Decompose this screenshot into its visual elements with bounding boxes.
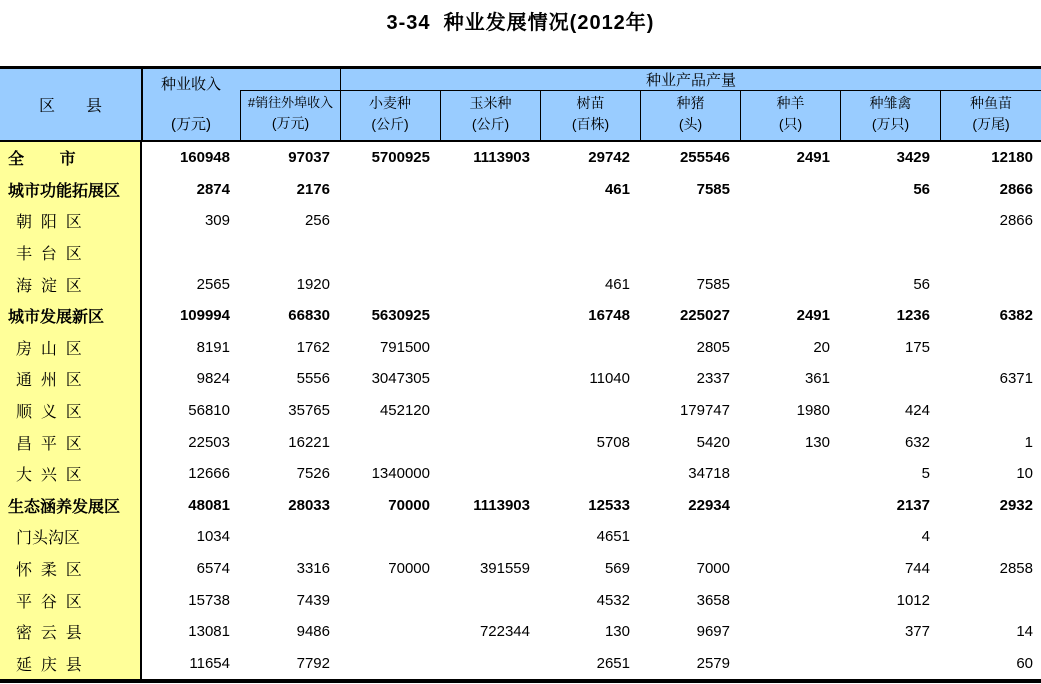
header-output-col-unit: (只) (778, 116, 803, 132)
table-body (0, 142, 1041, 683)
header-seed-income: 种业收入 (160, 76, 221, 93)
cell-value (640, 521, 740, 553)
table-row (0, 553, 1041, 585)
cell-value: 160948 (179, 149, 230, 167)
cell-value: 7585 (696, 275, 730, 293)
cell-value: 3658 (696, 591, 730, 609)
cell-value: 1762 (296, 338, 330, 356)
row-label: 房 山 区 (0, 332, 142, 364)
cell-value: 35765 (288, 401, 330, 419)
cell-value (740, 489, 840, 521)
header-output-col (840, 90, 940, 140)
cell-value: 1034 (196, 528, 230, 546)
row-label: 平 谷 区 (0, 584, 142, 616)
cell-value: 109994 (179, 307, 230, 325)
cell-value: 225027 (679, 307, 730, 325)
cell-value (340, 174, 440, 206)
cell-value: 16221 (288, 433, 330, 451)
header-output-col-label: 种羊 (776, 95, 805, 111)
header-output-col (540, 90, 640, 140)
cell-value: 2651 (596, 654, 630, 672)
cell-value (840, 205, 940, 237)
table-row (0, 268, 1041, 300)
cell-value: 4 (921, 528, 930, 546)
cell-value (840, 237, 940, 269)
table-row (0, 616, 1041, 648)
header-output-col-unit: (头) (678, 116, 703, 132)
cell-value (340, 521, 440, 553)
row-label: 丰 台 区 (0, 237, 142, 269)
cell-value: 2874 (196, 180, 230, 198)
cell-value: 744 (904, 559, 930, 577)
cell-value: 1113903 (473, 149, 530, 167)
header-output-col-label: 种雏禽 (869, 95, 912, 111)
column-divider (340, 69, 341, 140)
cell-value: 2866 (999, 212, 1033, 230)
cell-value: 2176 (296, 180, 330, 198)
cell-value (340, 647, 440, 679)
cell-value: 2579 (696, 654, 730, 672)
cell-value: 6382 (999, 307, 1033, 325)
header-output-col-label: 玉米种 (469, 95, 512, 111)
cell-value: 175 (904, 338, 930, 356)
cell-value: 2858 (999, 559, 1033, 577)
row-label: 城市功能拓展区 (0, 174, 142, 206)
cell-value: 29742 (588, 149, 630, 167)
row-label: 生态涵养发展区 (0, 489, 142, 521)
cell-value (940, 395, 1041, 427)
cell-value: 361 (804, 370, 830, 388)
cell-value: 130 (804, 433, 830, 451)
cell-value: 7792 (296, 654, 330, 672)
cell-value: 10 (1016, 465, 1033, 483)
cell-value: 461 (604, 275, 630, 293)
cell-value: 8191 (196, 338, 230, 356)
cell-value (440, 174, 540, 206)
header-output-col (740, 90, 840, 140)
table-row (0, 647, 1041, 679)
cell-value: 34718 (688, 465, 730, 483)
cell-value (540, 205, 640, 237)
cell-value: 56810 (188, 401, 230, 419)
cell-value: 7000 (696, 559, 730, 577)
cell-value (440, 458, 540, 490)
header-output-col-unit: (万只) (871, 116, 910, 132)
cell-value: 7585 (696, 180, 730, 198)
cell-value (440, 237, 540, 269)
row-label: 怀 柔 区 (0, 553, 142, 585)
cell-value (940, 332, 1041, 364)
cell-value: 255546 (679, 149, 730, 167)
cell-value: 12180 (991, 149, 1033, 167)
cell-value: 60 (1016, 654, 1033, 672)
cell-value: 6371 (999, 370, 1033, 388)
cell-value: 256 (304, 212, 330, 230)
cell-value: 569 (604, 559, 630, 577)
table-row (0, 458, 1041, 490)
cell-value: 1236 (896, 307, 930, 325)
cell-value (440, 363, 540, 395)
cell-value (440, 521, 540, 553)
table-row (0, 521, 1041, 553)
cell-value: 7439 (296, 591, 330, 609)
cell-value: 461 (604, 180, 630, 198)
header-region-county: 区 县 (38, 98, 103, 115)
table-row (0, 174, 1041, 206)
cell-value: 309 (204, 212, 230, 230)
cell-value (740, 616, 840, 648)
cell-value: 2866 (999, 180, 1033, 198)
cell-value (840, 647, 940, 679)
row-label: 通 州 区 (0, 363, 142, 395)
cell-value: 4532 (596, 591, 630, 609)
cell-value (640, 205, 740, 237)
cell-value: 5556 (296, 370, 330, 388)
table-row (0, 142, 1041, 174)
cell-value: 179747 (679, 401, 730, 419)
cell-value: 1980 (796, 401, 830, 419)
cell-value: 70000 (388, 559, 430, 577)
header-output-col-label: 种鱼苗 (970, 95, 1012, 111)
header-output-col-unit: (万尾) (972, 116, 1010, 132)
cell-value: 5708 (596, 433, 630, 451)
cell-value: 2491 (796, 307, 830, 325)
cell-value: 5700925 (371, 149, 430, 167)
cell-value (440, 426, 540, 458)
cell-value: 424 (904, 401, 930, 419)
cell-value: 3047305 (371, 370, 430, 388)
cell-value: 1012 (896, 591, 930, 609)
cell-value (540, 458, 640, 490)
cell-value: 791500 (379, 338, 430, 356)
cell-value (740, 458, 840, 490)
header-output-col (640, 90, 740, 140)
header-output-col-unit: (公斤) (371, 116, 409, 132)
cell-value (740, 553, 840, 585)
cell-value: 5630925 (371, 307, 430, 325)
cell-value (340, 426, 440, 458)
cell-value: 722344 (479, 623, 530, 641)
cell-value (440, 584, 540, 616)
page-title: 3-34 种业发展情况(2012年) (386, 12, 655, 34)
header-outbound-income-unit: (万元) (271, 115, 310, 131)
cell-value (740, 205, 840, 237)
cell-value: 12533 (588, 496, 630, 514)
cell-value: 3316 (296, 559, 330, 577)
row-label: 延 庆 县 (0, 647, 142, 679)
cell-value: 5 (921, 465, 930, 483)
cell-value (840, 363, 940, 395)
cell-value: 5420 (696, 433, 730, 451)
cell-value (440, 205, 540, 237)
cell-value (540, 395, 640, 427)
cell-value (240, 521, 340, 553)
cell-value: 20 (813, 338, 830, 356)
cell-value (440, 395, 540, 427)
table-row (0, 426, 1041, 458)
table-row (0, 237, 1041, 269)
header-output-col-unit: (百株) (571, 116, 610, 132)
header-output-col (440, 90, 540, 140)
row-label: 密 云 县 (0, 616, 142, 648)
header-output-col-label: 小麦种 (369, 95, 411, 111)
table-row (0, 395, 1041, 427)
cell-value (142, 237, 240, 269)
cell-value (740, 174, 840, 206)
cell-value: 377 (904, 623, 930, 641)
cell-value: 14 (1016, 623, 1033, 641)
cell-value: 13081 (188, 623, 230, 641)
cell-value: 66830 (288, 307, 330, 325)
cell-value (640, 237, 740, 269)
cell-value (440, 332, 540, 364)
cell-value: 48081 (188, 496, 230, 514)
cell-value (940, 268, 1041, 300)
cell-value: 70000 (388, 496, 430, 514)
cell-value (740, 647, 840, 679)
header-output-col (340, 90, 440, 140)
cell-value (340, 584, 440, 616)
row-label: 海 淀 区 (0, 268, 142, 300)
header-outbound-income (240, 90, 340, 140)
cell-value (940, 237, 1041, 269)
cell-value (440, 647, 540, 679)
cell-value: 22503 (188, 433, 230, 451)
cell-value: 12666 (188, 465, 230, 483)
cell-value: 9824 (196, 370, 230, 388)
cell-value: 11040 (589, 370, 630, 388)
row-label: 门头沟区 (0, 521, 142, 553)
cell-value: 4651 (596, 528, 630, 546)
cell-value (740, 237, 840, 269)
cell-value (740, 268, 840, 300)
cell-value (440, 300, 540, 332)
cell-value: 56 (913, 275, 930, 293)
header-seed-income-unit: (万元) (171, 116, 211, 133)
cell-value (340, 237, 440, 269)
cell-value: 2491 (796, 149, 830, 167)
cell-value: 7526 (296, 465, 330, 483)
cell-value (540, 332, 640, 364)
cell-value: 6574 (196, 559, 230, 577)
cell-value: 15738 (188, 591, 230, 609)
cell-value: 16748 (588, 307, 630, 325)
table-row (0, 332, 1041, 364)
row-label: 全 市 (0, 142, 142, 174)
table-header (0, 66, 1041, 142)
cell-value (940, 584, 1041, 616)
row-label: 大 兴 区 (0, 458, 142, 490)
header-output-col-unit: (公斤) (471, 116, 510, 132)
cell-value (340, 616, 440, 648)
cell-value: 2565 (196, 275, 230, 293)
cell-value: 452120 (379, 401, 430, 419)
cell-value: 1920 (296, 275, 330, 293)
cell-value: 9697 (696, 623, 730, 641)
row-label: 昌 平 区 (0, 426, 142, 458)
header-outbound-income-label: #销往外埠收入 (247, 95, 334, 110)
cell-value (740, 584, 840, 616)
cell-value (940, 521, 1041, 553)
cell-value: 1113903 (473, 496, 530, 514)
header-output-col-label: 树苗 (576, 95, 605, 111)
table-row (0, 363, 1041, 395)
table-row (0, 584, 1041, 616)
cell-value (440, 268, 540, 300)
cell-value: 2337 (696, 370, 730, 388)
cell-value (340, 268, 440, 300)
table-row (0, 205, 1041, 237)
cell-value: 9486 (296, 623, 330, 641)
cell-value: 11654 (189, 654, 230, 672)
cell-value: 1340000 (371, 465, 430, 483)
header-output-group: 种业产品产量 (645, 72, 736, 89)
table-row (0, 489, 1041, 521)
row-label: 朝 阳 区 (0, 205, 142, 237)
cell-value: 3429 (896, 149, 930, 167)
header-output-col (940, 90, 1041, 140)
row-label: 顺 义 区 (0, 395, 142, 427)
cell-value: 22934 (688, 496, 730, 514)
cell-value: 97037 (288, 149, 330, 167)
column-divider (141, 69, 143, 140)
cell-value (240, 237, 340, 269)
row-label: 城市发展新区 (0, 300, 142, 332)
cell-value: 391559 (479, 559, 530, 577)
cell-value (340, 205, 440, 237)
cell-value: 2805 (696, 338, 730, 356)
cell-value (540, 237, 640, 269)
cell-value: 632 (904, 433, 930, 451)
header-output-subcolumns (340, 90, 1041, 140)
cell-value: 28033 (288, 496, 330, 514)
cell-value (740, 521, 840, 553)
cell-value: 1 (1024, 433, 1033, 451)
header-output-col-label: 种猪 (676, 95, 705, 111)
cell-value: 130 (604, 623, 630, 641)
cell-value: 2137 (896, 496, 930, 514)
cell-value: 56 (913, 180, 930, 198)
cell-value: 2932 (999, 496, 1033, 514)
table-row (0, 300, 1041, 332)
